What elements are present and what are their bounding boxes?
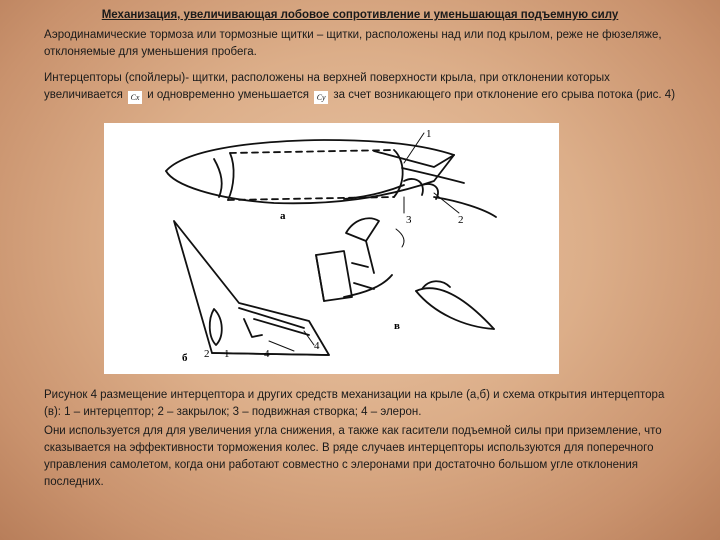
spoilers-text-part2: и одновременно уменьшается: [147, 89, 309, 101]
fig-label-b: б: [182, 352, 188, 364]
airfoil-outline: [166, 140, 454, 171]
spoilers-text-part1: Интерцепторы (спойлеры)- щитки, расположены на верхней поверхности крыла, при отклонении которых увеличивается: [44, 72, 610, 101]
fig-label-4b: 4: [264, 348, 270, 360]
cy-symbol: Cy: [314, 91, 328, 104]
paragraph-usage: Они используется для для увеличения угла снижения, а также как гасители подъемной силы при приземление, что сказывается на эффективности торможения колес. В ряде случаев интерцепторы используются для поперечного управления самолетом, когда они работают совместно с элеронами при достаточно большом угле отклонения последних.: [44, 425, 662, 488]
paragraph-spoilers: [44, 70, 684, 104]
fig-label-4: 4: [314, 340, 320, 352]
fig-label-v: в: [394, 320, 400, 332]
fig-label-2: 2: [458, 214, 464, 226]
cx-symbol: Cx: [128, 91, 142, 104]
fig-label-a: а: [280, 210, 286, 222]
fig-label-1: 1: [426, 128, 432, 140]
fig-label-1b: 1: [224, 348, 230, 360]
spoilers-text-part3: за счет возникающего при отклонение его срыва потока (рис. 4): [333, 89, 676, 101]
fig-label-3: 3: [406, 214, 412, 226]
slide-title: Механизация, увеличивающая лобовое сопротивление и уменьшающая подъемную силу: [101, 9, 619, 21]
fig-label-2b: 2: [204, 348, 210, 360]
paragraph-air-brakes: Аэродинамические тормоза или тормозные щитки – щитки, расположены над или под крылом, реже не фюзеляже, отклоняемые для уменьшения пробега.: [44, 29, 662, 58]
figure-wing-mechanization: [104, 123, 559, 374]
figure-caption: Рисунок 4 размещение интерцептора и других средств механизации на крыле (а,б) и схема открытия интерцептора (в): 1 – интерцептор; 2 – закрылок; 3 – подвижная створка; 4 – элерон.: [44, 389, 665, 418]
figure-drawing: [104, 123, 559, 374]
